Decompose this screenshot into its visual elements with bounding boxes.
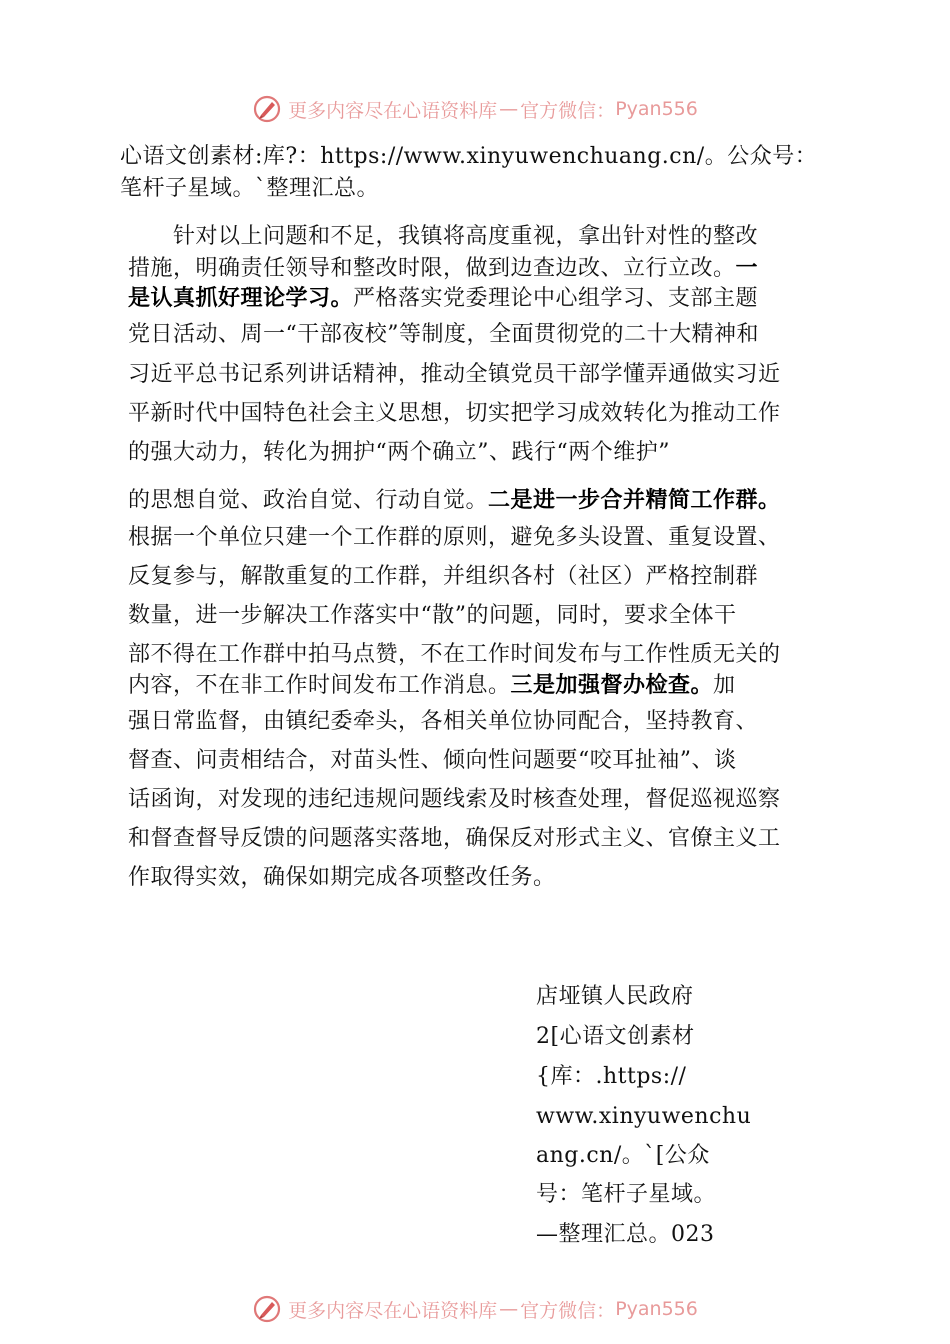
body-line: 习近平总书记系列讲话精神，推动全镇党员干部学懂弄通做实习近 [128, 362, 781, 387]
body-heading-3: 三是加强督办检查。 [510, 673, 714, 698]
body-heading-1: 是认真抓好理论学习。 [128, 286, 354, 311]
header-line-1: 心语文创素材:库?：https://www.xinyuwenchuang.cn/。公众号： [120, 144, 818, 169]
banner-wechat-id: Pyan556 [615, 1298, 698, 1320]
body-heading-1-start: 一 [735, 256, 759, 281]
body-line: 根据一个单位只建一个工作群的原则，避免多头设置、重复设置、 [128, 525, 781, 550]
top-banner [0, 89, 950, 129]
banner-wechat-label: 官方微信： [520, 99, 616, 122]
body-line: 党日活动、周一“干部夜校”等制度，全面贯彻党的二十大精神和 [128, 322, 759, 347]
body-line: 反复参与，解散重复的工作群，并组织各村（社区）严格控制群 [128, 564, 759, 589]
pen-logo-icon [252, 94, 282, 124]
body-text: 措施，明确责任领导和整改时限，做到边查边改、立行立改。 [128, 256, 736, 281]
signature-line: 店垭镇人民政府 [536, 984, 694, 1009]
signature-line: 2[心语文创素材 [536, 1024, 695, 1049]
header-line-2: 笔杆子星域。`整理汇总。 [120, 176, 380, 201]
banner-text: 更多内容尽在心语资料库 [288, 1299, 498, 1322]
body-line: 部不得在工作群中拍马点赞，不在工作时间发布与工作性质无关的 [128, 642, 781, 667]
signature-line: 号：笔杆子星域。 [536, 1182, 717, 1207]
signature-line: {库：.https:// [536, 1064, 687, 1089]
body-line [128, 284, 758, 314]
banner-text: 更多内容尽在心语资料库 [288, 99, 498, 122]
pen-logo-icon [252, 1294, 282, 1324]
body-text: 加 [713, 673, 736, 698]
bottom-banner [0, 1289, 950, 1329]
body-text: 严格落实党委理论中心组学习、支部主题 [353, 286, 759, 311]
body-line: 强日常监督，由镇纪委牵头，各相关单位协同配合，坚持教育、 [128, 709, 759, 734]
body-line: 和督查督导反馈的问题落实落地，确保反对形式主义、官僚主义工 [128, 826, 781, 851]
body-text: 内容，不在非工作时间发布工作消息。 [128, 673, 511, 698]
banner-separator: — [499, 98, 519, 120]
body-line: 话函询，对发现的违纪违规问题线索及时核查处理，督促巡视巡察 [128, 787, 781, 812]
signature-line: www.xinyuwenchu [536, 1104, 752, 1129]
body-line: 的强大动力，转化为拥护“两个确立”、践行“两个维护” [128, 440, 670, 465]
body-line: 数量，进一步解决工作落实中“散”的问题，同时，要求全体干 [128, 603, 737, 628]
signature-line: ang.cn/。`[公众 [536, 1143, 710, 1168]
body-line: 针对以上问题和不足，我镇将高度重视，拿出针对性的整改 [128, 224, 759, 249]
banner-wechat-label: 官方微信： [520, 1299, 616, 1322]
body-line: 平新时代中国特色社会主义思想，切实把学习成效转化为推动工作 [128, 401, 781, 426]
body-line [128, 671, 736, 701]
body-line [128, 486, 781, 516]
banner-separator: — [499, 1298, 519, 1320]
body-line [128, 254, 758, 284]
banner-wechat-id: Pyan556 [615, 98, 698, 120]
body-line: 作取得实效，确保如期完成各项整改任务。 [128, 865, 556, 890]
body-heading-2: 二是进一步合并精简工作群。 [488, 488, 781, 513]
body-text: 的思想自觉、政治自觉、行动自觉。 [128, 488, 489, 513]
signature-line: —整理汇总。023 [536, 1222, 715, 1247]
body-line: 督查、问责相结合，对苗头性、倾向性问题要“咬耳扯袖”、谈 [128, 748, 737, 773]
